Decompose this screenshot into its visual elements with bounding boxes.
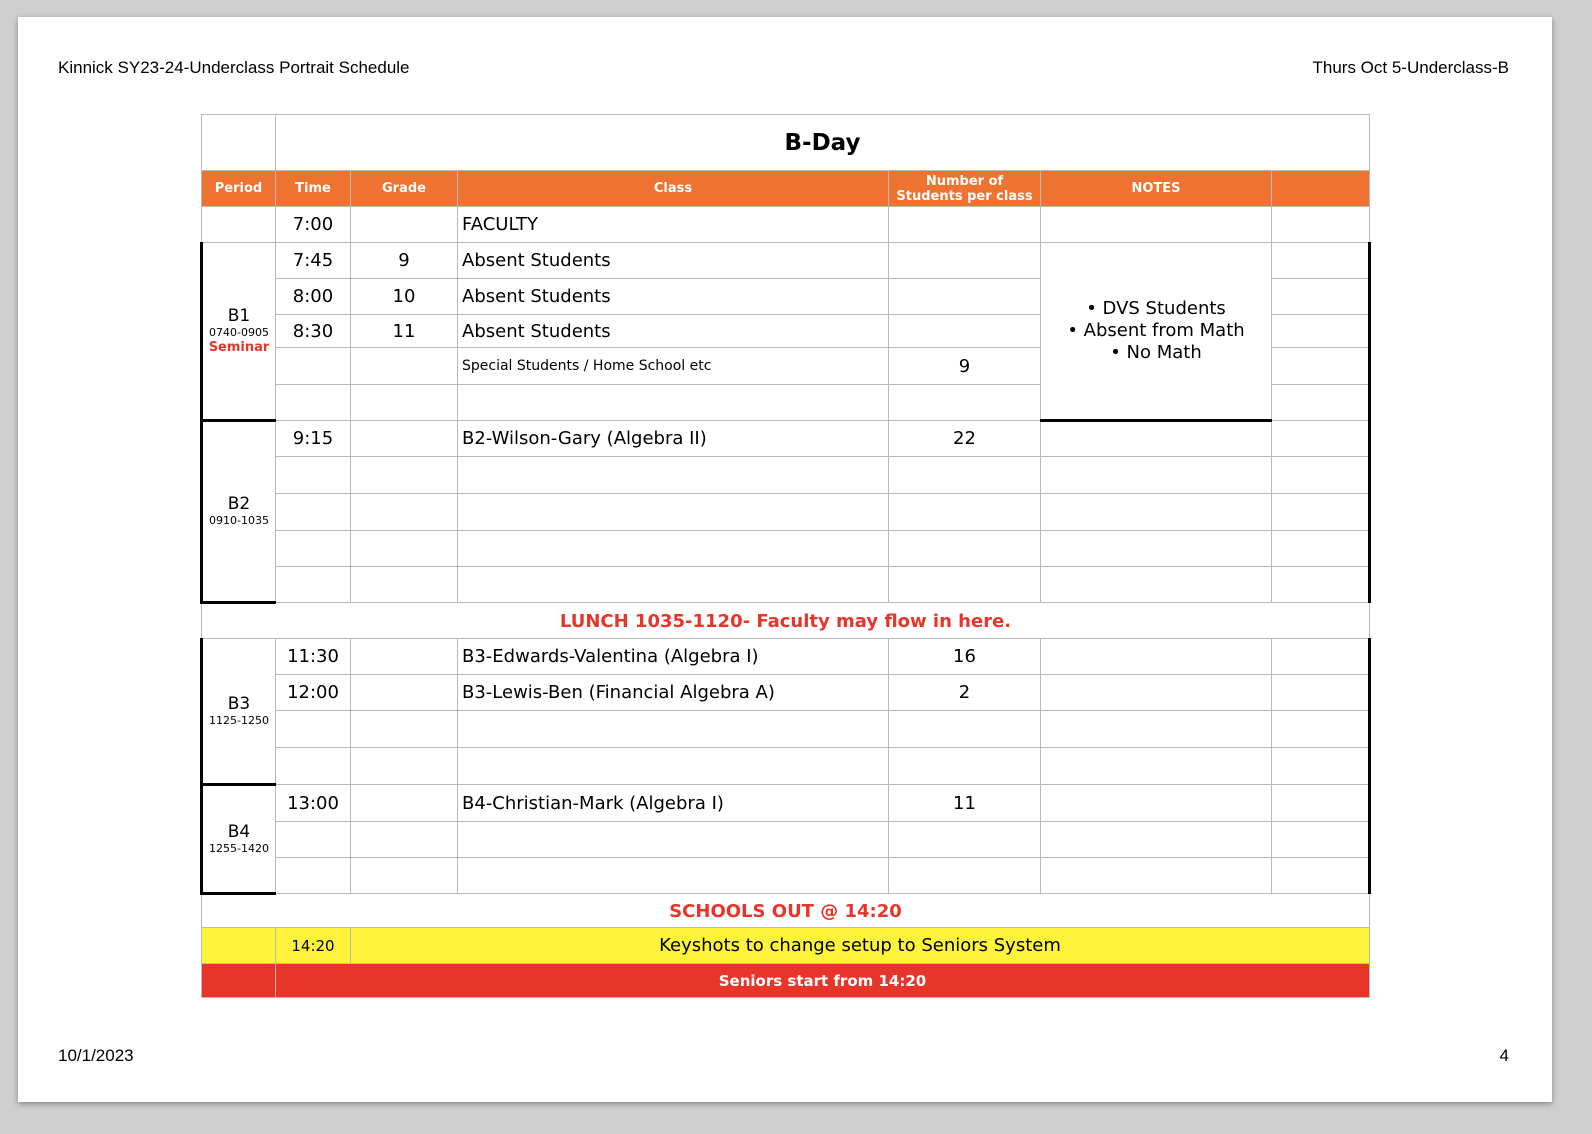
row-time bbox=[276, 348, 351, 385]
schools-out-banner: SCHOOLS OUT @ 14:20 bbox=[202, 894, 1370, 928]
row-class: Absent Students bbox=[458, 279, 889, 315]
row-count: 9 bbox=[889, 348, 1041, 385]
row-count: 16 bbox=[889, 639, 1041, 675]
row-class: B3-Edwards-Valentina (Algebra I) bbox=[458, 639, 889, 675]
row-grade bbox=[351, 385, 458, 421]
row-grade bbox=[351, 421, 458, 457]
period-time-range: 1125-1250 bbox=[209, 713, 269, 727]
row-grade: 11 bbox=[351, 315, 458, 348]
col-header-class: Class bbox=[458, 171, 889, 207]
row-time: 8:00 bbox=[276, 279, 351, 315]
table-row bbox=[202, 531, 1370, 567]
row-time: 11:30 bbox=[276, 639, 351, 675]
column-header-row bbox=[202, 171, 1370, 207]
row-time: 12:00 bbox=[276, 675, 351, 711]
period-b2 bbox=[202, 421, 276, 603]
faculty-time: 7:00 bbox=[276, 207, 351, 243]
table-row bbox=[202, 858, 1370, 894]
faculty-row bbox=[202, 207, 1370, 243]
row-count bbox=[889, 243, 1041, 279]
table-row bbox=[202, 243, 1370, 279]
row-grade bbox=[351, 348, 458, 385]
document-page bbox=[18, 17, 1552, 1102]
table-row bbox=[202, 639, 1370, 675]
lunch-row bbox=[202, 603, 1370, 639]
period-b1 bbox=[202, 243, 276, 421]
row-count: 11 bbox=[889, 785, 1041, 822]
col-header-count-line2: Students per class bbox=[896, 188, 1033, 204]
seniors-row bbox=[202, 964, 1370, 998]
faculty-class: FACULTY bbox=[458, 207, 889, 243]
table-row bbox=[202, 494, 1370, 531]
row-time: 9:15 bbox=[276, 421, 351, 457]
row-class: B2-Wilson-Gary (Algebra II) bbox=[458, 421, 889, 457]
col-header-time: Time bbox=[276, 171, 351, 207]
page-footer-date: 10/1/2023 bbox=[58, 1046, 134, 1065]
period-b4 bbox=[202, 785, 276, 894]
table-row bbox=[202, 457, 1370, 494]
table-row bbox=[202, 711, 1370, 748]
col-header-notes: NOTES bbox=[1041, 171, 1272, 207]
title-row bbox=[202, 115, 1370, 171]
b1-notes bbox=[1041, 243, 1272, 421]
period-name: B3 bbox=[227, 693, 251, 714]
row-grade: 9 bbox=[351, 243, 458, 279]
table-row bbox=[202, 567, 1370, 603]
col-header-count bbox=[889, 171, 1041, 207]
row-time bbox=[276, 385, 351, 421]
seniors-banner: Seniors start from 14:20 bbox=[276, 964, 1370, 998]
row-grade bbox=[351, 785, 458, 822]
table-row bbox=[202, 822, 1370, 858]
period-name: B4 bbox=[227, 821, 251, 842]
keyshots-row bbox=[202, 928, 1370, 964]
page-number: 4 bbox=[1499, 1046, 1509, 1065]
note-line: • No Math bbox=[1110, 342, 1202, 363]
table-row bbox=[202, 675, 1370, 711]
row-count bbox=[889, 279, 1041, 315]
period-b3 bbox=[202, 639, 276, 785]
period-time-range: 1255-1420 bbox=[209, 841, 269, 855]
row-count: 22 bbox=[889, 421, 1041, 457]
table-row bbox=[202, 785, 1370, 822]
page-header-title: Kinnick SY23-24-Underclass Portrait Schedule bbox=[58, 58, 410, 77]
row-time: 8:30 bbox=[276, 315, 351, 348]
row-count: 2 bbox=[889, 675, 1041, 711]
row-class: Absent Students bbox=[458, 315, 889, 348]
page-header-date: Thurs Oct 5-Underclass-B bbox=[1312, 58, 1509, 77]
col-header-grade: Grade bbox=[351, 171, 458, 207]
period-name: B2 bbox=[227, 494, 251, 514]
table-row bbox=[202, 421, 1370, 457]
schools-out-row bbox=[202, 894, 1370, 928]
note-line: • DVS Students bbox=[1086, 298, 1226, 319]
row-grade bbox=[351, 639, 458, 675]
row-time: 13:00 bbox=[276, 785, 351, 822]
period-note: Seminar bbox=[208, 340, 270, 355]
col-header-count-line1: Number of bbox=[925, 173, 1004, 189]
row-class: B3-Lewis-Ben (Financial Algebra A) bbox=[458, 675, 889, 711]
row-class: B4-Christian-Mark (Algebra I) bbox=[458, 785, 889, 822]
lunch-banner: LUNCH 1035-1120- Faculty may flow in here. bbox=[202, 603, 1370, 639]
row-count bbox=[889, 315, 1041, 348]
period-time-range: 0910-1035 bbox=[209, 514, 269, 527]
keyshots-text: Keyshots to change setup to Seniors System bbox=[351, 928, 1370, 964]
col-header-period: Period bbox=[202, 171, 276, 207]
row-grade: 10 bbox=[351, 279, 458, 315]
table-row bbox=[202, 748, 1370, 785]
row-count bbox=[889, 385, 1041, 421]
row-class: Special Students / Home School etc bbox=[458, 348, 889, 385]
period-name: B1 bbox=[227, 306, 251, 326]
row-time: 7:45 bbox=[276, 243, 351, 279]
row-grade bbox=[351, 675, 458, 711]
keyshots-time: 14:20 bbox=[276, 928, 351, 964]
period-time-range: 0740-0905 bbox=[209, 326, 269, 339]
schedule-table bbox=[200, 114, 1371, 998]
schedule-title: B-Day bbox=[276, 115, 1370, 171]
row-class bbox=[458, 385, 889, 421]
col-header-extra bbox=[1272, 171, 1370, 207]
note-line: • Absent from Math bbox=[1067, 320, 1245, 341]
row-class: Absent Students bbox=[458, 243, 889, 279]
